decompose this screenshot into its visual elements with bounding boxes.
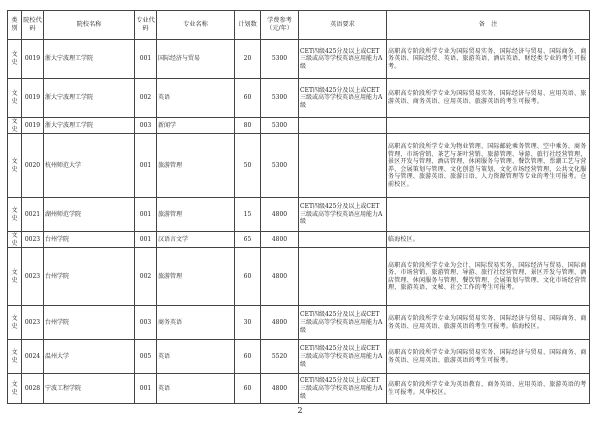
english-req-cell <box>299 232 387 248</box>
major-name-cell: 旅游管理 <box>157 248 235 306</box>
remarks-cell <box>387 118 590 134</box>
remarks-cell: 高职高专阶段所学专业为物业管理、国际邮轮乘务管理、空中乘务、商务管理、市场营销、茶艺与茶叶营销、旅游管理、导游、旅行社经营管理、景区开发与管理、酒店管理、休闲服务与管理、餐饮管理、票潮工艺与营养、会展策划与管理、文化创意与策划、文化市场经营管理、公共文化服务与管理、旅游英语、旅游日语、人力资源管理等专业的考生可报考。仓前校区。 <box>387 134 590 198</box>
english-req-cell: CET四级425分及以上或CET三级或高等学校英语应用能力A级 <box>299 340 387 374</box>
plan-cell: 80 <box>235 118 261 134</box>
school-code-cell: 0019 <box>22 118 44 134</box>
tuition-cell: 4800 <box>261 232 299 248</box>
major-code-cell: 001 <box>135 40 157 79</box>
category-cell: 文史 <box>8 134 22 198</box>
english-req-cell: CET四级425分及以上或CET三级或高等学校英语应用能力A级 <box>299 40 387 79</box>
school-code-cell: 0023 <box>22 232 44 248</box>
header-major-name: 专业名称 <box>157 11 235 40</box>
school-code-cell: 0023 <box>22 248 44 306</box>
remarks-cell: 高职高专阶段所学专业为会计、国际贸易实务、国际经济与贸易、国际商务、市场营销、旅游管理、导游、旅行社经营管理、景区开发与管理、酒店管理、休闲服务与管理、餐饮管理、会展策划与管理、文化市场经营管理、旅游英语、文秘、社会工作的考生可报考。 <box>387 248 590 306</box>
header-english-req: 英语要求 <box>299 11 387 40</box>
plan-cell: 15 <box>235 198 261 232</box>
school-code-cell: 0020 <box>22 134 44 198</box>
school-name-cell: 台州学院 <box>44 306 135 340</box>
major-code-cell: 002 <box>135 248 157 306</box>
tuition-cell: 4800 <box>261 306 299 340</box>
english-req-cell <box>299 134 387 198</box>
category-cell: 文史 <box>8 340 22 374</box>
english-req-cell <box>299 248 387 306</box>
school-name-cell: 台州学院 <box>44 232 135 248</box>
header-tuition: 学费参考（元/年） <box>261 11 299 40</box>
school-name-cell: 杭州师范大学 <box>44 134 135 198</box>
category-cell: 文史 <box>8 374 22 404</box>
school-name-cell: 浙大宁波理工学院 <box>44 118 135 134</box>
header-category: 类别 <box>8 11 22 40</box>
plan-cell: 50 <box>235 134 261 198</box>
school-code-cell: 0019 <box>22 40 44 79</box>
table-row <box>8 134 590 198</box>
plan-cell: 60 <box>235 79 261 118</box>
remarks-cell: 高职高专阶段所学专业为国际贸易实务、国际经济与贸易、国际商务、商务英语、应用英语、旅游英语的考生可报考。临海校区。 <box>387 306 590 340</box>
plan-cell: 60 <box>235 248 261 306</box>
remarks-cell <box>387 198 590 232</box>
major-name-cell: 英语 <box>157 374 235 404</box>
plan-cell: 60 <box>235 340 261 374</box>
tuition-cell: 4800 <box>261 248 299 306</box>
english-req-cell: CET四级425分及以上或CET三级或高等学校英语应用能力A级 <box>299 198 387 232</box>
school-name-cell: 温州大学 <box>44 340 135 374</box>
school-name-cell: 台州学院 <box>44 248 135 306</box>
school-name-cell: 浙大宁波理工学院 <box>44 40 135 79</box>
header-row <box>8 11 590 40</box>
category-cell: 文史 <box>8 79 22 118</box>
major-name-cell: 商务英语 <box>157 306 235 340</box>
header-plan: 计划数 <box>235 11 261 40</box>
table-row <box>8 306 590 340</box>
category-cell: 文史 <box>8 232 22 248</box>
major-code-cell: 001 <box>135 198 157 232</box>
tuition-cell: 4800 <box>261 374 299 404</box>
table-body <box>8 40 590 404</box>
major-name-cell: 旅游管理 <box>157 134 235 198</box>
major-code-cell: 001 <box>135 134 157 198</box>
major-code-cell: 003 <box>135 306 157 340</box>
table-row <box>8 118 590 134</box>
english-req-cell: CET四级425分及以上或CET三级或高等学校英语应用能力A级 <box>299 306 387 340</box>
category-cell: 文史 <box>8 306 22 340</box>
tuition-cell: 5520 <box>261 340 299 374</box>
category-cell: 文史 <box>8 198 22 232</box>
major-name-cell: 汉语言文学 <box>157 232 235 248</box>
tuition-cell: 5300 <box>261 134 299 198</box>
tuition-cell: 5300 <box>261 40 299 79</box>
category-cell: 文史 <box>8 118 22 134</box>
remarks-cell: 临海校区。 <box>387 232 590 248</box>
major-code-cell: 003 <box>135 118 157 134</box>
page-number: 2 <box>297 406 303 415</box>
plan-cell: 60 <box>235 374 261 404</box>
school-code-cell: 0019 <box>22 79 44 118</box>
remarks-cell: 高职高专阶段所学专业为国际贸易实务、国际经济与贸易、国际商务、商务英语、国际经贸、英语、旅游英语、酒店英语、财经类专业的考生可报考。 <box>387 40 590 79</box>
english-req-cell: CET四级425分及以上或CET三级或高等学校英语应用能力A级 <box>299 374 387 404</box>
school-code-cell: 0023 <box>22 306 44 340</box>
table-row <box>8 198 590 232</box>
header-school-name: 院校名称 <box>44 11 135 40</box>
tuition-cell: 5300 <box>261 79 299 118</box>
header-school-code: 院校代码 <box>22 11 44 40</box>
english-req-cell: CET四级425分及以上或CET三级或高等学校英语应用能力A级 <box>299 79 387 118</box>
plan-cell: 65 <box>235 232 261 248</box>
category-cell: 文史 <box>8 40 22 79</box>
school-name-cell: 湖州师范学院 <box>44 198 135 232</box>
school-code-cell: 0028 <box>22 374 44 404</box>
major-code-cell: 001 <box>135 232 157 248</box>
tuition-cell: 4800 <box>261 198 299 232</box>
major-name-cell: 旅游管理 <box>157 198 235 232</box>
school-code-cell: 0021 <box>22 198 44 232</box>
remarks-cell: 高职高专阶段所学专业为国际贸易实务、国际经济与贸易、国际商务、商务英语、应用英语、旅游英语的考生可报考。 <box>387 340 590 374</box>
plan-cell: 30 <box>235 306 261 340</box>
tuition-cell: 5300 <box>261 118 299 134</box>
remarks-cell: 高职高专阶段所学专业为国际贸易实务、国际经济与贸易、应用英语、旅游英语、商务英语、应用英语、旅游英语的考生可报考。 <box>387 79 590 118</box>
plan-cell: 20 <box>235 40 261 79</box>
major-code-cell: 005 <box>135 340 157 374</box>
table-row <box>8 340 590 374</box>
school-name-cell: 浙大宁波理工学院 <box>44 79 135 118</box>
table-row <box>8 79 590 118</box>
major-name-cell: 新闻学 <box>157 118 235 134</box>
table-row <box>8 232 590 248</box>
table-row <box>8 248 590 306</box>
major-name-cell: 英语 <box>157 79 235 118</box>
admissions-table <box>7 10 590 404</box>
header-major-code: 专业代码 <box>135 11 157 40</box>
school-name-cell: 宁波工程学院 <box>44 374 135 404</box>
remarks-cell: 高职高专阶段所学专业为英语教育、商务英语、应用英语、旅游英语的考生可报考。风华校区。 <box>387 374 590 404</box>
category-cell: 文史 <box>8 248 22 306</box>
major-name-cell: 英语 <box>157 340 235 374</box>
major-name-cell: 国际经济与贸易 <box>157 40 235 79</box>
major-code-cell: 002 <box>135 79 157 118</box>
school-code-cell: 0024 <box>22 340 44 374</box>
table-row <box>8 40 590 79</box>
table-row <box>8 374 590 404</box>
english-req-cell <box>299 118 387 134</box>
major-code-cell: 001 <box>135 374 157 404</box>
header-remarks: 备 注 <box>387 11 590 40</box>
